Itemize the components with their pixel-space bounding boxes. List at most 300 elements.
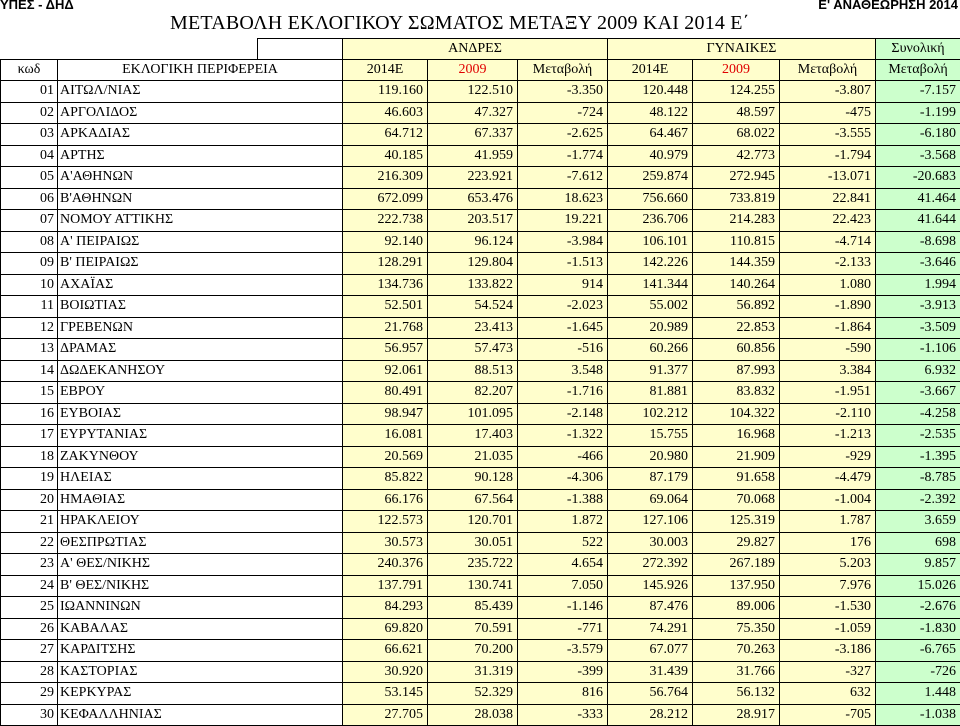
row-region-name: ΚΕΦΑΛΛΗΝΙΑΣ — [58, 704, 343, 726]
men-change-value: -2.148 — [518, 403, 608, 425]
revision-label: Ε' ΑΝΑΘΕΩΡΗΣΗ 2014 — [818, 0, 958, 12]
women-group-header: ΓΥΝΑΙΚΕΣ — [608, 39, 876, 60]
women-2009-value: 104.322 — [693, 403, 780, 425]
women-2009-value: 48.597 — [693, 102, 780, 124]
header-blank — [258, 39, 343, 60]
table-row — [1, 683, 960, 705]
row-code: 17 — [1, 425, 58, 447]
men-change-value: -1.146 — [518, 597, 608, 619]
men-2014-value: 672.099 — [343, 188, 428, 210]
row-region-name: ΔΩΔΕΚΑΝΗΣΟΥ — [58, 360, 343, 382]
men-2014-value: 66.176 — [343, 489, 428, 511]
row-region-name: Α' ΠΕΙΡΑΙΩΣ — [58, 231, 343, 253]
row-code: 10 — [1, 274, 58, 296]
total-change-value: 698 — [876, 532, 960, 554]
men-2009-value: 70.200 — [428, 640, 518, 662]
women-change-value: -590 — [780, 339, 876, 361]
men-2014-value: 52.501 — [343, 296, 428, 318]
region-column-header: ΕΚΛΟΓΙΚΗ ΠΕΡΙΦΕΡΕΙΑ — [58, 60, 343, 81]
total-change-value: 6.932 — [876, 360, 960, 382]
women-2009-value: 144.359 — [693, 253, 780, 275]
men-2014-value: 85.822 — [343, 468, 428, 490]
men-change-value: -1.322 — [518, 425, 608, 447]
women-2014-value: 20.980 — [608, 446, 693, 468]
table-row — [1, 124, 960, 146]
row-code: 29 — [1, 683, 58, 705]
table-row — [1, 575, 960, 597]
total-change-value: -1.038 — [876, 704, 960, 726]
women-2014-value: 91.377 — [608, 360, 693, 382]
men-2009-value: 90.128 — [428, 468, 518, 490]
org-label: ΥΠΕΣ - ΔΗΔ — [0, 0, 74, 12]
table-row — [1, 618, 960, 640]
row-code: 27 — [1, 640, 58, 662]
table-row — [1, 403, 960, 425]
row-region-name: ΒΟΙΩΤΙΑΣ — [58, 296, 343, 318]
women-2014-value: 55.002 — [608, 296, 693, 318]
row-code: 19 — [1, 468, 58, 490]
women-2009-value: 56.892 — [693, 296, 780, 318]
men-change-value: -1.774 — [518, 145, 608, 167]
women-2014-value: 142.226 — [608, 253, 693, 275]
men-2009-value: 653.476 — [428, 188, 518, 210]
men-2014-value: 84.293 — [343, 597, 428, 619]
row-region-name: ΑΧΑΪΑΣ — [58, 274, 343, 296]
row-region-name: ΕΥΒΟΙΑΣ — [58, 403, 343, 425]
total-change-value: -8.698 — [876, 231, 960, 253]
women-2014-value: 28.212 — [608, 704, 693, 726]
row-code: 02 — [1, 102, 58, 124]
women-2009-value: 70.263 — [693, 640, 780, 662]
men-change-header: Μεταβολή — [518, 60, 608, 81]
total-change-value: -3.913 — [876, 296, 960, 318]
women-change-value: 1.787 — [780, 511, 876, 533]
women-change-value: 176 — [780, 532, 876, 554]
row-code: 05 — [1, 167, 58, 189]
men-change-value: 816 — [518, 683, 608, 705]
women-2009-value: 214.283 — [693, 210, 780, 232]
header-blank — [58, 39, 258, 60]
total-change-value: 1.448 — [876, 683, 960, 705]
total-change-value: 41.644 — [876, 210, 960, 232]
women-2009-value: 91.658 — [693, 468, 780, 490]
men-2009-value: 82.207 — [428, 382, 518, 404]
women-2009-value: 272.945 — [693, 167, 780, 189]
men-2014-value: 222.738 — [343, 210, 428, 232]
table-row — [1, 532, 960, 554]
row-region-name: ΗΛΕΙΑΣ — [58, 468, 343, 490]
total-change-value: -4.258 — [876, 403, 960, 425]
table-row — [1, 489, 960, 511]
total-change-value: -6.180 — [876, 124, 960, 146]
total-change-value: -3.667 — [876, 382, 960, 404]
page-title: ΜΕΤΑΒΟΛΗ ΕΚΛΟΓΙΚΟΥ ΣΩΜΑΤΟΣ ΜΕΤΑΞΥ 2009 ΚΑΙ 2014 Ε΄ — [170, 12, 750, 35]
men-change-value: 7.050 — [518, 575, 608, 597]
row-code: 26 — [1, 618, 58, 640]
row-region-name: Α'ΑΘΗΝΩΝ — [58, 167, 343, 189]
women-2014-value: 259.874 — [608, 167, 693, 189]
row-region-name: ΗΡΑΚΛΕΙΟΥ — [58, 511, 343, 533]
women-change-value: -3.186 — [780, 640, 876, 662]
women-2014-header: 2014Ε — [608, 60, 693, 81]
women-change-value: 3.384 — [780, 360, 876, 382]
table-row — [1, 704, 960, 726]
row-region-name: ΘΕΣΠΡΩΤΙΑΣ — [58, 532, 343, 554]
women-change-value: -1.794 — [780, 145, 876, 167]
row-code: 16 — [1, 403, 58, 425]
row-region-name: ΑΙΤΩΛ/ΝΙΑΣ — [58, 81, 343, 103]
women-change-value: -929 — [780, 446, 876, 468]
men-2014-value: 21.768 — [343, 317, 428, 339]
men-change-value: -771 — [518, 618, 608, 640]
total-change-value: 41.464 — [876, 188, 960, 210]
men-2014-value: 128.291 — [343, 253, 428, 275]
men-change-value: -1.513 — [518, 253, 608, 275]
row-code: 08 — [1, 231, 58, 253]
header-row-columns — [1, 60, 960, 81]
men-2014-value: 46.603 — [343, 102, 428, 124]
row-region-name: ΔΡΑΜΑΣ — [58, 339, 343, 361]
women-2009-value: 42.773 — [693, 145, 780, 167]
row-code: 20 — [1, 489, 58, 511]
row-code: 04 — [1, 145, 58, 167]
row-code: 09 — [1, 253, 58, 275]
women-2009-value: 68.022 — [693, 124, 780, 146]
electorate-table — [0, 38, 960, 726]
row-region-name: ΚΑΡΔΙΤΣΗΣ — [58, 640, 343, 662]
total-change-value: -7.157 — [876, 81, 960, 103]
women-change-value: -1.530 — [780, 597, 876, 619]
men-change-value: -3.350 — [518, 81, 608, 103]
total-change-value: -1.106 — [876, 339, 960, 361]
header-row-groups — [1, 39, 960, 60]
men-2009-value: 31.319 — [428, 661, 518, 683]
men-2009-value: 88.513 — [428, 360, 518, 382]
total-change-value: 1.994 — [876, 274, 960, 296]
men-change-value: 914 — [518, 274, 608, 296]
table-row — [1, 468, 960, 490]
men-2014-value: 80.491 — [343, 382, 428, 404]
row-code: 01 — [1, 81, 58, 103]
women-change-value: 22.841 — [780, 188, 876, 210]
women-2014-value: 69.064 — [608, 489, 693, 511]
header-blank — [1, 39, 58, 60]
men-2009-value: 47.327 — [428, 102, 518, 124]
men-2014-value: 69.820 — [343, 618, 428, 640]
women-2009-value: 83.832 — [693, 382, 780, 404]
women-2009-value: 16.968 — [693, 425, 780, 447]
row-region-name: Β' ΠΕΙΡΑΙΩΣ — [58, 253, 343, 275]
men-2009-value: 28.038 — [428, 704, 518, 726]
men-change-value: -399 — [518, 661, 608, 683]
women-change-value: -4.479 — [780, 468, 876, 490]
men-2009-value: 54.524 — [428, 296, 518, 318]
men-2014-value: 92.061 — [343, 360, 428, 382]
row-region-name: ΖΑΚΥΝΘΟΥ — [58, 446, 343, 468]
men-change-value: 522 — [518, 532, 608, 554]
women-change-value: -1.059 — [780, 618, 876, 640]
table-row — [1, 81, 960, 103]
women-2009-value: 110.815 — [693, 231, 780, 253]
men-2009-value: 223.921 — [428, 167, 518, 189]
women-change-value: -1.213 — [780, 425, 876, 447]
total-change-value: 9.857 — [876, 554, 960, 576]
women-2009-value: 267.189 — [693, 554, 780, 576]
men-2009-value: 57.473 — [428, 339, 518, 361]
row-code: 24 — [1, 575, 58, 597]
table-row — [1, 253, 960, 275]
women-2009-value: 22.853 — [693, 317, 780, 339]
women-2014-value: 141.344 — [608, 274, 693, 296]
row-code: 12 — [1, 317, 58, 339]
total-change-value: -1.395 — [876, 446, 960, 468]
table-row — [1, 425, 960, 447]
men-change-value: -1.388 — [518, 489, 608, 511]
women-change-value: -2.133 — [780, 253, 876, 275]
men-2009-value: 52.329 — [428, 683, 518, 705]
table-row — [1, 102, 960, 124]
women-2014-value: 60.266 — [608, 339, 693, 361]
table-row — [1, 145, 960, 167]
men-2014-value: 30.573 — [343, 532, 428, 554]
women-2014-value: 102.212 — [608, 403, 693, 425]
women-2014-value: 272.392 — [608, 554, 693, 576]
women-2009-value: 28.917 — [693, 704, 780, 726]
men-2009-value: 23.413 — [428, 317, 518, 339]
men-2014-header: 2014Ε — [343, 60, 428, 81]
table-row — [1, 188, 960, 210]
total-change-header-top: Συνολική — [876, 39, 960, 60]
row-region-name: Β'ΑΘΗΝΩΝ — [58, 188, 343, 210]
men-2014-value: 66.621 — [343, 640, 428, 662]
men-2009-value: 41.959 — [428, 145, 518, 167]
women-2014-value: 127.106 — [608, 511, 693, 533]
women-change-value: 22.423 — [780, 210, 876, 232]
men-2014-value: 16.081 — [343, 425, 428, 447]
women-change-value: -1.864 — [780, 317, 876, 339]
women-2014-value: 74.291 — [608, 618, 693, 640]
women-2014-value: 48.122 — [608, 102, 693, 124]
women-change-value: 7.976 — [780, 575, 876, 597]
women-change-value: -705 — [780, 704, 876, 726]
men-2014-value: 98.947 — [343, 403, 428, 425]
women-2014-value: 40.979 — [608, 145, 693, 167]
row-code: 14 — [1, 360, 58, 382]
row-region-name: ΚΑΒΑΛΑΣ — [58, 618, 343, 640]
women-2014-value: 15.755 — [608, 425, 693, 447]
row-code: 25 — [1, 597, 58, 619]
table-row — [1, 210, 960, 232]
men-2014-value: 216.309 — [343, 167, 428, 189]
men-change-value: 1.872 — [518, 511, 608, 533]
total-change-value: -8.785 — [876, 468, 960, 490]
men-2009-value: 67.564 — [428, 489, 518, 511]
women-change-value: 1.080 — [780, 274, 876, 296]
table-row — [1, 661, 960, 683]
table-row — [1, 274, 960, 296]
men-2014-value: 92.140 — [343, 231, 428, 253]
men-change-value: -2.625 — [518, 124, 608, 146]
women-2014-value: 20.989 — [608, 317, 693, 339]
total-change-value: -1.830 — [876, 618, 960, 640]
women-2014-value: 87.476 — [608, 597, 693, 619]
row-region-name: ΑΡΤΗΣ — [58, 145, 343, 167]
men-2009-value: 85.439 — [428, 597, 518, 619]
men-change-value: 19.221 — [518, 210, 608, 232]
row-region-name: Α' ΘΕΣ/ΝΙΚΗΣ — [58, 554, 343, 576]
men-2014-value: 137.791 — [343, 575, 428, 597]
women-2014-value: 120.448 — [608, 81, 693, 103]
women-change-value: -475 — [780, 102, 876, 124]
table-row — [1, 231, 960, 253]
men-change-value: 4.654 — [518, 554, 608, 576]
total-change-value: -3.509 — [876, 317, 960, 339]
total-change-value: -2.676 — [876, 597, 960, 619]
row-code: 03 — [1, 124, 58, 146]
men-2014-value: 56.957 — [343, 339, 428, 361]
men-2009-value: 129.804 — [428, 253, 518, 275]
women-2014-value: 145.926 — [608, 575, 693, 597]
row-region-name: ΑΡΚΑΔΙΑΣ — [58, 124, 343, 146]
row-region-name: Β' ΘΕΣ/ΝΙΚΗΣ — [58, 575, 343, 597]
men-2009-value: 96.124 — [428, 231, 518, 253]
women-2009-value: 56.132 — [693, 683, 780, 705]
row-code: 22 — [1, 532, 58, 554]
men-2014-value: 53.145 — [343, 683, 428, 705]
table-row — [1, 446, 960, 468]
women-change-value: -2.110 — [780, 403, 876, 425]
row-region-name: ΕΒΡΟΥ — [58, 382, 343, 404]
row-region-name: ΕΥΡΥΤΑΝΙΑΣ — [58, 425, 343, 447]
women-2014-value: 87.179 — [608, 468, 693, 490]
table-row — [1, 640, 960, 662]
men-2014-value: 134.736 — [343, 274, 428, 296]
men-change-value: -2.023 — [518, 296, 608, 318]
women-change-value: -4.714 — [780, 231, 876, 253]
women-2009-value: 140.264 — [693, 274, 780, 296]
men-2014-value: 20.569 — [343, 446, 428, 468]
men-change-value: -3.579 — [518, 640, 608, 662]
table-row — [1, 597, 960, 619]
men-change-value: 18.623 — [518, 188, 608, 210]
men-change-value: -3.984 — [518, 231, 608, 253]
row-code: 28 — [1, 661, 58, 683]
total-change-value: -20.683 — [876, 167, 960, 189]
men-2014-value: 30.920 — [343, 661, 428, 683]
women-2014-value: 67.077 — [608, 640, 693, 662]
women-2009-value: 733.819 — [693, 188, 780, 210]
women-2009-value: 125.319 — [693, 511, 780, 533]
table-row — [1, 339, 960, 361]
row-region-name: ΗΜΑΘΙΑΣ — [58, 489, 343, 511]
men-change-value: -724 — [518, 102, 608, 124]
row-region-name: ΚΕΡΚΥΡΑΣ — [58, 683, 343, 705]
men-change-value: -516 — [518, 339, 608, 361]
men-2014-value: 27.705 — [343, 704, 428, 726]
women-2009-value: 75.350 — [693, 618, 780, 640]
women-2009-value: 21.909 — [693, 446, 780, 468]
table-row — [1, 317, 960, 339]
women-change-value: 5.203 — [780, 554, 876, 576]
women-change-value: 632 — [780, 683, 876, 705]
row-code: 13 — [1, 339, 58, 361]
row-code: 21 — [1, 511, 58, 533]
total-change-value: -1.199 — [876, 102, 960, 124]
row-code: 07 — [1, 210, 58, 232]
women-2009-value: 70.068 — [693, 489, 780, 511]
men-2009-value: 203.517 — [428, 210, 518, 232]
women-2014-value: 30.003 — [608, 532, 693, 554]
total-change-value: -2.392 — [876, 489, 960, 511]
men-2009-header: 2009 — [428, 60, 518, 81]
men-2009-value: 21.035 — [428, 446, 518, 468]
women-2009-header: 2009 — [693, 60, 780, 81]
row-code: 11 — [1, 296, 58, 318]
men-2009-value: 70.591 — [428, 618, 518, 640]
women-change-value: -3.807 — [780, 81, 876, 103]
total-change-value: -2.535 — [876, 425, 960, 447]
men-change-value: -466 — [518, 446, 608, 468]
women-2014-value: 756.660 — [608, 188, 693, 210]
total-change-value: -3.646 — [876, 253, 960, 275]
women-2009-value: 31.766 — [693, 661, 780, 683]
men-2014-value: 119.160 — [343, 81, 428, 103]
row-code: 15 — [1, 382, 58, 404]
women-2009-value: 87.993 — [693, 360, 780, 382]
men-2009-value: 120.701 — [428, 511, 518, 533]
men-2009-value: 133.822 — [428, 274, 518, 296]
women-change-value: -1.951 — [780, 382, 876, 404]
row-region-name: ΑΡΓΟΛΙΔΟΣ — [58, 102, 343, 124]
men-change-value: -4.306 — [518, 468, 608, 490]
women-change-value: -1.890 — [780, 296, 876, 318]
men-2009-value: 235.722 — [428, 554, 518, 576]
women-change-header: Μεταβολή — [780, 60, 876, 81]
table-row — [1, 382, 960, 404]
table-row — [1, 167, 960, 189]
men-2009-value: 30.051 — [428, 532, 518, 554]
men-change-value: 3.548 — [518, 360, 608, 382]
table-row — [1, 554, 960, 576]
row-region-name: ΙΩΑΝΝΙΝΩΝ — [58, 597, 343, 619]
row-code: 23 — [1, 554, 58, 576]
men-2014-value: 122.573 — [343, 511, 428, 533]
women-change-value: -327 — [780, 661, 876, 683]
table-row — [1, 511, 960, 533]
women-2009-value: 124.255 — [693, 81, 780, 103]
total-change-header-bottom: Μεταβολή — [876, 60, 960, 81]
women-2009-value: 89.006 — [693, 597, 780, 619]
women-change-value: -3.555 — [780, 124, 876, 146]
women-change-value: -13.071 — [780, 167, 876, 189]
women-2014-value: 31.439 — [608, 661, 693, 683]
men-2009-value: 17.403 — [428, 425, 518, 447]
row-region-name: ΝΟΜΟΥ ΑΤΤΙΚΗΣ — [58, 210, 343, 232]
row-code: 30 — [1, 704, 58, 726]
table-row — [1, 296, 960, 318]
women-2009-value: 137.950 — [693, 575, 780, 597]
code-column-header: κωδ — [1, 60, 58, 81]
table-body — [1, 81, 960, 726]
women-2009-value: 29.827 — [693, 532, 780, 554]
row-code: 18 — [1, 446, 58, 468]
men-2014-value: 240.376 — [343, 554, 428, 576]
men-2014-value: 40.185 — [343, 145, 428, 167]
total-change-value: -3.568 — [876, 145, 960, 167]
table-row — [1, 360, 960, 382]
men-change-value: -333 — [518, 704, 608, 726]
women-2014-value: 106.101 — [608, 231, 693, 253]
